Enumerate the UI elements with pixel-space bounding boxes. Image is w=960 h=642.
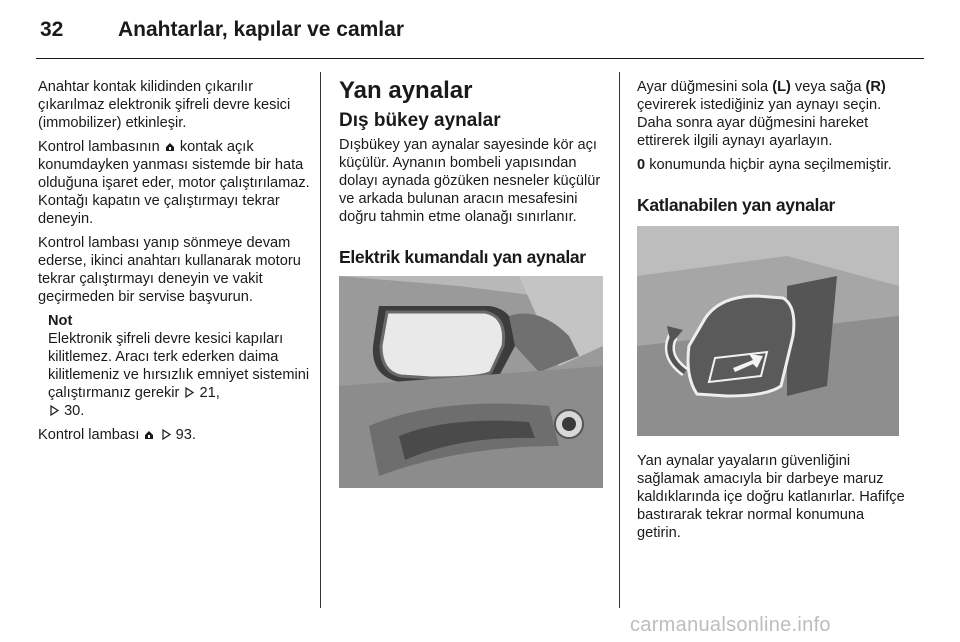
note-title: Not xyxy=(48,313,73,329)
paragraph-control-lamp xyxy=(38,138,310,228)
paragraph-zero-position xyxy=(637,156,907,174)
section-title-mirrors: Yan aynalar xyxy=(339,77,473,104)
paragraph-blinking-lamp: Kontrol lambası yanıp sönmeye devam ederse, ikinci anahtarı kullanarak motoru tekrar çalıştırmayı deneyin ve vakit geçirmeden bir servise başvurun. xyxy=(38,235,301,305)
paragraph-adjust-knob xyxy=(637,78,907,150)
lamp-reference-page: 93. xyxy=(175,427,196,443)
paragraph-lamp-reference xyxy=(38,426,310,444)
subsection-title-folding: Katlanabilen yan aynalar xyxy=(637,195,836,215)
adjust-label-right: (R) xyxy=(865,79,886,95)
header-rule xyxy=(36,58,924,59)
page-reference-triangle-icon xyxy=(48,405,60,416)
watermark: carmanualsonline.info xyxy=(630,614,831,636)
page-reference-triangle-icon xyxy=(183,387,195,398)
electric-mirror-control-illustration xyxy=(339,276,603,488)
adjust-text-a: Ayar düğmesini sola xyxy=(637,79,769,95)
subsection-title-convex: Dış bükey aynalar xyxy=(339,110,501,131)
note-text: Elektronik şifreli devre kesici kapıları kilitlemez. Aracı terk ederken daima kilitlemeniz ve hırsızlık emniyet sistemini çalıştırmanız gerekir xyxy=(48,331,310,401)
column-1 xyxy=(38,78,310,450)
note-ref-1: 21, xyxy=(199,385,220,401)
note-box xyxy=(48,312,310,420)
paragraph-convex-mirrors: Dışbükey yan aynalar sayesinde kör açı küçülür. Aynanın bombeli yapısından dolayı aynada gözüken nesneler küçülür ve arkada bulunan aracın mesafesini doğru tahmin etme olanağı sınırlanır. xyxy=(339,137,601,225)
column-3 xyxy=(637,78,907,548)
page-number: 32 xyxy=(40,18,64,41)
paragraph-control-lamp-suffix: kontak açık konumdayken yanması sistemde bir hata olduğuna işaret eder, motor çalıştırılamaz. Kontağı kapatın ve çalıştırmayı tekrar deneyin. xyxy=(38,139,310,227)
column-2 xyxy=(339,78,605,488)
subsection-title-electric: Elektrik kumandalı yan aynalar xyxy=(339,247,586,267)
paragraph-control-lamp-prefix: Kontrol lambasının xyxy=(38,139,160,155)
column-divider-1 xyxy=(320,72,321,608)
column-divider-2 xyxy=(619,72,620,608)
lamp-reference-prefix: Kontrol lambası xyxy=(38,427,140,443)
chapter-title: Anahtarlar, kapılar ve camlar xyxy=(118,18,404,41)
paragraph-immobilizer-activation: Anahtar kontak kilidinden çıkarılır çıkarılmaz elektronik şifreli devre kesici (immobilizer) etkinleşir. xyxy=(38,79,291,131)
zero-text: konumunda hiçbir ayna seçilmemiştir. xyxy=(649,157,892,173)
immobilizer-lamp-icon xyxy=(143,429,155,440)
folding-mirror-illustration xyxy=(637,226,899,436)
page-header xyxy=(36,16,924,60)
zero-label: 0 xyxy=(637,157,646,173)
adjust-text-c: çevirerek istediğiniz yan aynayı seçin. Daha sonra ayar düğmesini hareket ettirerek ilgili aynayı ayarlayın. xyxy=(637,97,882,149)
adjust-label-left: (L) xyxy=(772,79,791,95)
paragraph-folding-mirrors: Yan aynalar yayaların güvenliğini sağlamak amacıyla bir darbeye maruz kaldıklarında içe doğru katlanırlar. Hafifçe bastırarak tekrar normal konumuna getirin. xyxy=(637,453,905,541)
adjust-text-b: veya sağa xyxy=(794,79,862,95)
note-ref-2: 30. xyxy=(64,403,85,419)
page-reference-triangle-icon xyxy=(160,429,172,440)
immobilizer-lamp-icon xyxy=(164,141,176,152)
